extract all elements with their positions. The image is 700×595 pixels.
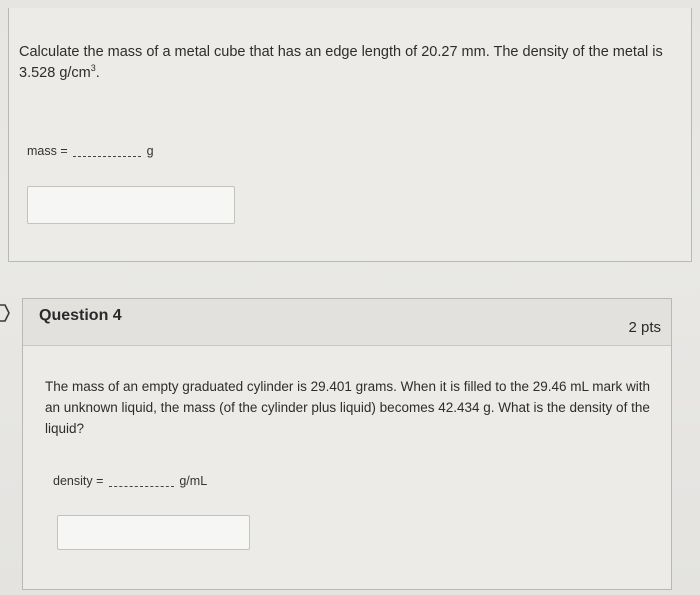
question-4-fill-line	[53, 474, 207, 488]
question-4-card	[22, 298, 672, 590]
question-4-header	[23, 299, 671, 346]
question-3-card	[8, 8, 692, 262]
question-3-text-main: Calculate the mass of a metal cube that has an edge length of 20.27 mm. The density of the metal is 3.528 g/cm	[19, 44, 663, 81]
density-blank	[109, 486, 174, 487]
mass-blank	[73, 156, 141, 157]
density-unit: g/mL	[179, 474, 208, 488]
density-answer-input[interactable]	[57, 515, 250, 550]
question-3-text	[19, 42, 681, 84]
question-4-text: The mass of an empty graduated cylinder is 29.401 grams. When it is filled to the 29.46 mL mark with an unknown liquid, the mass (of the cylinder plus liquid) becomes 42.434 g. What is the density of the liquid?	[45, 379, 651, 436]
question-title: Question 4	[39, 307, 122, 324]
question-points: 2 pts	[628, 319, 661, 336]
question-3-fill-line	[27, 144, 154, 158]
question-3-text-superscript: 3	[90, 63, 96, 74]
mass-label: mass =	[27, 144, 68, 158]
mass-answer-input[interactable]	[27, 186, 235, 224]
mass-unit: g	[146, 144, 154, 158]
density-label: density =	[53, 474, 104, 488]
question-3-text-end: .	[95, 65, 100, 81]
arrow-right-outline-icon	[0, 303, 11, 323]
